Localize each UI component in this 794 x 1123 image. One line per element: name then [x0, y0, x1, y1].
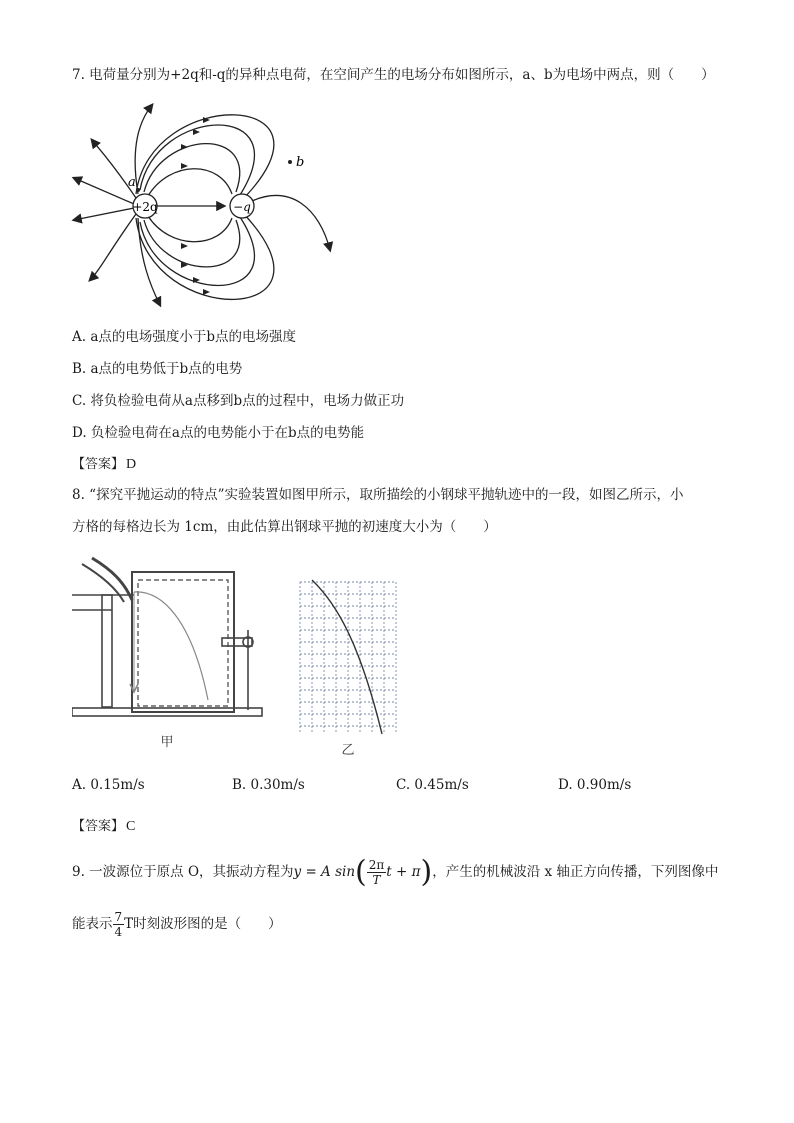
q9-stem-line1: 9. 一波源位于原点 O，其振动方程为y = A sin( $\frac{2\pi}{T}$ t + π)，产生的机械波沿 x 轴正方向传播，下列图像中 — [72, 854, 719, 890]
q9-line2-prefix: 能表示 — [72, 916, 113, 932]
q9-equation-fraction — [367, 858, 387, 887]
q9-time-frac-num: 7 — [114, 910, 123, 924]
q7-option-b: B. a点的电势低于b点的电势 — [72, 361, 243, 377]
q8-answer — [72, 817, 135, 836]
q8-label-jia: 甲 — [160, 735, 174, 750]
q7-electric-field-figure — [60, 100, 350, 315]
q9-equation-lhs: y = A sin — [293, 864, 356, 880]
q8-option-a: A. 0.15m/s — [72, 777, 145, 793]
q8-label-yi: 乙 — [341, 743, 355, 758]
q8-stem-line2: 方格的每格边长为 1cm，由此估算出钢球平抛的初速度大小为（ ） — [72, 519, 497, 535]
q8-option-b: B. 0.30m/s — [232, 777, 305, 793]
q9-stem-part2: ，产生的机械波沿 x 轴正方向传播，下列图像中 — [432, 864, 719, 880]
q7-option-d: D. 负检验电荷在a点的电势能小于在b点的电势能 — [72, 425, 365, 441]
q9-line2-suffix: T时刻波形图的是（ ） — [124, 916, 282, 932]
q7-label-neg-charge: −q — [233, 200, 251, 214]
q7-answer-label: 【答案】 — [72, 457, 125, 472]
q7-label-point-b: b — [296, 155, 305, 170]
q8-figure-jia — [72, 550, 272, 755]
q9-time-fraction — [113, 910, 125, 939]
q9-time-frac-den: 4 — [114, 925, 123, 939]
q7-option-a: A. a点的电场强度小于b点的电场强度 — [72, 329, 297, 345]
q9-eq-frac-num: 2π — [368, 858, 385, 872]
q9-equation-rest: t + π — [386, 864, 421, 880]
q7-label-pos-charge: +2q — [132, 200, 158, 214]
q8-answer-value: C — [126, 819, 136, 834]
q9-stem-part1: 9. 一波源位于原点 O，其振动方程为 — [72, 864, 294, 880]
q9-stem-line2 — [72, 904, 282, 944]
q7-option-c: C. 将负检验电荷从a点移到b点的过程中，电场力做正功 — [72, 393, 405, 409]
q8-option-d: D. 0.90m/s — [558, 777, 632, 793]
q8-figure-yi-grid — [292, 574, 412, 759]
q8-option-c: C. 0.45m/s — [396, 777, 469, 793]
q7-label-point-a: a — [128, 175, 136, 190]
q8-stem-line1: 8. “探究平抛运动的特点”实验装置如图甲所示，取所描绘的小钢球平抛轨迹中的一段，如图乙所示，小 — [72, 487, 684, 503]
q9-eq-frac-den: T — [372, 873, 381, 887]
q7-stem: 7. 电荷量分别为+2q和-q的异种点电荷，在空间产生的电场分布如图所示，a、b为电场中两点，则（ ） — [72, 67, 715, 83]
q7-answer — [72, 455, 136, 474]
q8-answer-label: 【答案】 — [72, 819, 125, 834]
q7-answer-value: D — [126, 457, 137, 472]
